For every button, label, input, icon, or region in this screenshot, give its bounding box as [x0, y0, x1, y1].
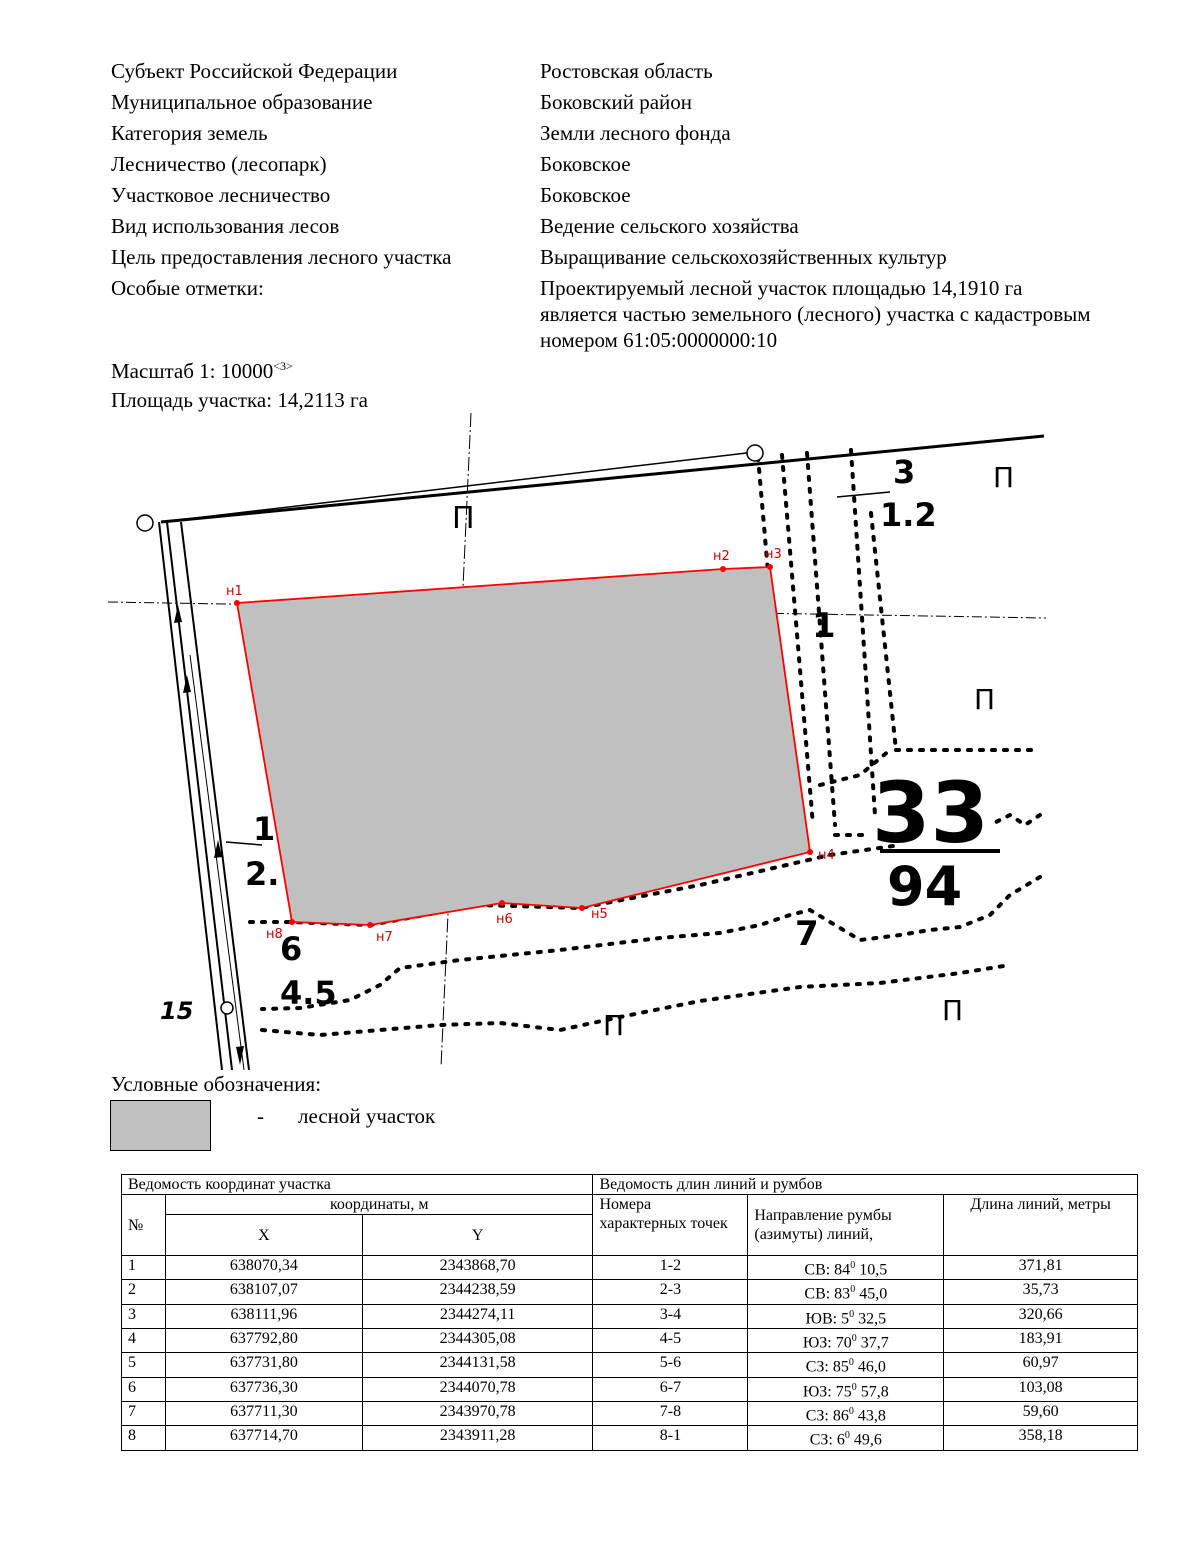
vertex-label: н4 — [818, 848, 835, 863]
header-label: Особые отметки: — [111, 276, 264, 300]
dotted-boundary — [851, 450, 875, 815]
header-label: Категория земель — [111, 121, 268, 145]
coords-title: Ведомость координат участка — [122, 1175, 593, 1195]
direction-bearing: СЗ: 85 — [805, 1358, 849, 1376]
header-row — [111, 56, 1111, 87]
direction-bearing: СЗ: 86 — [805, 1407, 849, 1425]
map-label: П — [942, 994, 964, 1027]
header-block — [111, 56, 1111, 353]
degree-mark: 0 — [848, 1405, 854, 1417]
header-label: Цель предоставления лесного участка — [111, 245, 452, 269]
length-header: Длина линий, метры — [944, 1195, 1138, 1256]
map-label: 1 — [812, 606, 836, 646]
legend-swatch — [110, 1100, 211, 1151]
points-value: 1-2 — [593, 1256, 748, 1280]
header-row — [111, 87, 1111, 118]
dotted-boundary — [871, 513, 896, 750]
map-label: 33 — [872, 764, 989, 862]
header-value: Боковский район — [540, 90, 693, 114]
arrow-up-icon — [183, 675, 191, 693]
x-value: 637731,80 — [165, 1353, 362, 1377]
vertex-label: н6 — [496, 912, 513, 927]
row-number: 7 — [122, 1401, 166, 1425]
direction-value — [748, 1353, 944, 1377]
direction-minutes: 37,7 — [856, 1334, 889, 1352]
header-row — [111, 211, 1111, 242]
map-label: 7 — [795, 914, 819, 954]
direction-minutes: 43,8 — [853, 1407, 886, 1425]
map-label: 2. — [245, 855, 280, 893]
table-row — [122, 1328, 1138, 1352]
row-number: 8 — [122, 1426, 166, 1450]
vertex-label: н2 — [713, 549, 730, 564]
points-value: 8-1 — [593, 1426, 748, 1450]
direction-value — [748, 1256, 944, 1280]
length-value: 320,66 — [944, 1304, 1138, 1328]
table-row — [122, 1401, 1138, 1425]
plot-map — [0, 405, 1200, 1070]
header-label: Вид использования лесов — [111, 214, 340, 238]
degree-mark: 0 — [850, 1260, 856, 1271]
header-row — [111, 242, 1111, 273]
table-row — [122, 1377, 1138, 1401]
scale-label: Масштаб 1: 10000 — [111, 359, 274, 383]
legend-title: Условные обозначения: — [111, 1072, 322, 1096]
coordinates-table — [121, 1174, 1138, 1451]
num-header: № — [122, 1195, 166, 1256]
dotted-boundary — [990, 815, 1040, 825]
direction-bearing: СВ: 84 — [804, 1261, 851, 1279]
y-value: 2343911,28 — [362, 1426, 593, 1450]
vertex-label: н5 — [591, 907, 608, 922]
row-number: 2 — [122, 1280, 166, 1304]
points-value: 3-4 — [593, 1304, 748, 1328]
direction-minutes: 32,5 — [854, 1309, 887, 1327]
x-header: X — [165, 1215, 362, 1256]
scale-line — [111, 352, 368, 386]
y-value: 2344238,59 — [362, 1280, 593, 1304]
points-value: 2-3 — [593, 1280, 748, 1304]
y-value: 2344274,11 — [362, 1304, 593, 1328]
length-value: 60,97 — [944, 1353, 1138, 1377]
direction-value — [748, 1401, 944, 1425]
area-line: Площадь участка: 14,2113 га — [111, 388, 368, 412]
vertex-point — [579, 905, 585, 911]
header-value: Боковское — [540, 152, 631, 176]
header-row — [111, 273, 1111, 353]
header-label: Муниципальное образование — [111, 90, 373, 114]
x-value: 637711,30 — [165, 1401, 362, 1425]
map-label: 15 — [160, 997, 194, 1025]
y-value: 2343868,70 — [362, 1256, 593, 1280]
degree-mark: 0 — [848, 1357, 854, 1369]
x-value: 637714,70 — [165, 1426, 362, 1450]
y-value: 2344131,58 — [362, 1353, 593, 1377]
points-value: 6-7 — [593, 1377, 748, 1401]
direction-minutes: 49,6 — [849, 1431, 882, 1449]
map-label: П — [452, 501, 475, 536]
length-value: 183,91 — [944, 1328, 1138, 1352]
degree-mark: 0 — [851, 1381, 857, 1393]
vertex-label: н3 — [765, 547, 782, 562]
direction-minutes: 45,0 — [855, 1285, 888, 1303]
y-header: Y — [362, 1215, 593, 1256]
direction-minutes: 57,8 — [856, 1382, 889, 1400]
coords-header: координаты, м — [165, 1195, 593, 1215]
table-row — [122, 1256, 1138, 1280]
lines-title: Ведомость длин линий и румбов — [593, 1175, 1138, 1195]
header-label: Субъект Российской Федерации — [111, 59, 398, 83]
points-header: Номера характерных точек — [593, 1195, 748, 1256]
map-label: 6 — [280, 930, 303, 968]
header-label: Участковое лесничество — [111, 183, 331, 207]
arrow-up-icon — [174, 605, 182, 623]
direction-bearing: ЮЗ: 75 — [802, 1382, 852, 1400]
y-value: 2343970,78 — [362, 1401, 593, 1425]
vertex-point — [367, 922, 373, 928]
vertex-point — [234, 600, 240, 606]
direction-bearing: СЗ: 6 — [809, 1431, 845, 1449]
direction-value — [748, 1377, 944, 1401]
x-value: 638070,34 — [165, 1256, 362, 1280]
map-label: 1 — [253, 810, 276, 848]
row-number: 1 — [122, 1256, 166, 1280]
length-value: 371,81 — [944, 1256, 1138, 1280]
length-value: 59,60 — [944, 1401, 1138, 1425]
table-row — [122, 1304, 1138, 1328]
header-value: Ведение сельского хозяйства — [540, 214, 799, 238]
vertex-point — [499, 900, 505, 906]
row-number: 3 — [122, 1304, 166, 1328]
direction-value — [748, 1304, 944, 1328]
table-row — [122, 1426, 1138, 1450]
vertex-label: н7 — [376, 930, 393, 945]
map-label: 4.5 — [280, 974, 337, 1012]
boundary-marker — [747, 445, 763, 461]
x-value: 637792,80 — [165, 1328, 362, 1352]
degree-mark: 0 — [849, 1308, 855, 1320]
vertex-label: н1 — [226, 584, 243, 599]
direction-value — [748, 1280, 944, 1304]
table-header-row — [122, 1195, 1138, 1215]
header-row — [111, 149, 1111, 180]
points-value: 7-8 — [593, 1401, 748, 1425]
degree-mark: 0 — [850, 1284, 856, 1296]
vertex-label: н8 — [266, 927, 283, 942]
map-label: П — [974, 683, 996, 716]
map-label: 94 — [887, 855, 963, 918]
length-value: 103,08 — [944, 1377, 1138, 1401]
direction-value — [748, 1426, 944, 1450]
legend-dash: - — [257, 1104, 264, 1128]
map-label: П — [993, 461, 1015, 494]
length-value: 35,73 — [944, 1280, 1138, 1304]
points-value: 5-6 — [593, 1353, 748, 1377]
boundary-marker — [221, 1002, 233, 1014]
direction-minutes: 10,5 — [855, 1261, 888, 1279]
y-value: 2344070,78 — [362, 1377, 593, 1401]
dotted-boundary — [262, 965, 1010, 1035]
table-row — [122, 1353, 1138, 1377]
degree-mark: 0 — [844, 1430, 850, 1442]
direction-minutes: 46,0 — [853, 1358, 886, 1376]
vertex-point — [807, 849, 813, 855]
header-row — [111, 118, 1111, 149]
row-number: 4 — [122, 1328, 166, 1352]
x-value: 638107,07 — [165, 1280, 362, 1304]
direction-bearing: СВ: 83 — [804, 1285, 851, 1303]
forest-plot-polygon — [237, 567, 810, 925]
direction-value — [748, 1328, 944, 1352]
map-label: 1.2 — [880, 496, 937, 534]
header-value: Проектируемый лесной участок площадью 14,1910 га является частью земельного (лесного) участка с кадастровым номером 61:05:0000000:10 — [540, 276, 1091, 352]
direction-bearing: ЮЗ: 70 — [802, 1334, 852, 1352]
y-value: 2344305,08 — [362, 1328, 593, 1352]
header-label: Лесничество (лесопарк) — [111, 152, 327, 176]
vertex-point — [767, 564, 773, 570]
row-number: 5 — [122, 1353, 166, 1377]
boundary-marker — [137, 515, 153, 531]
table-title-row — [122, 1175, 1138, 1195]
header-row — [111, 180, 1111, 211]
header-value: Выращивание сельскохозяйственных культур — [540, 245, 947, 269]
vertex-point — [720, 566, 726, 572]
x-value: 637736,30 — [165, 1377, 362, 1401]
header-value: Земли лесного фонда — [540, 121, 731, 145]
map-label: 3 — [893, 453, 916, 491]
legend-text: лесной участок — [298, 1104, 436, 1128]
map-label: П — [603, 1009, 625, 1042]
header-value: Боковское — [540, 183, 631, 207]
scale-note: <3> — [273, 359, 293, 373]
vertex-point — [289, 919, 295, 925]
table-row — [122, 1280, 1138, 1304]
direction-bearing: ЮВ: 5 — [805, 1309, 850, 1327]
x-value: 638111,96 — [165, 1304, 362, 1328]
points-value: 4-5 — [593, 1328, 748, 1352]
direction-header: Направление румбы (азимуты) линий, — [748, 1195, 944, 1256]
length-value: 358,18 — [944, 1426, 1138, 1450]
row-number: 6 — [122, 1377, 166, 1401]
header-value: Ростовская область — [540, 59, 713, 83]
degree-mark: 0 — [851, 1332, 857, 1344]
